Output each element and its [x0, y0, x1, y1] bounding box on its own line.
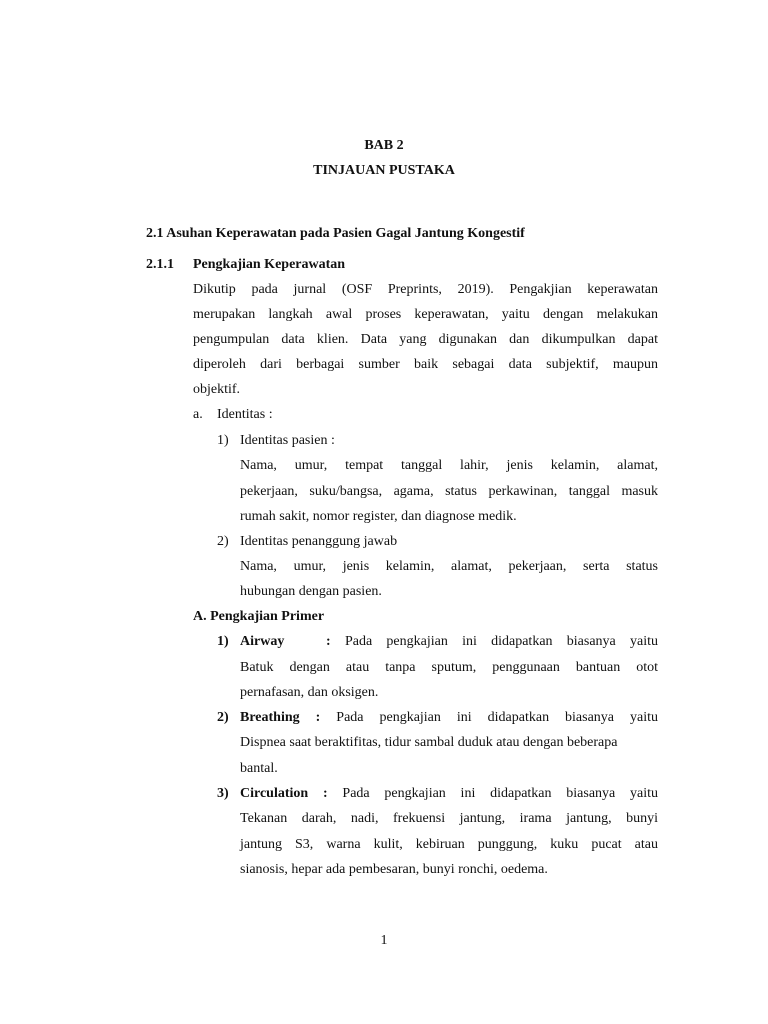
chapter-number: BAB 2: [364, 138, 404, 153]
intro-line-3: pengumpulan data klien. Data yang digunakan dan dikumpulkan dapat: [193, 332, 658, 347]
primer-item-3-line-3: sianosis, hepar ada pembesaran, bunyi ronchi, oedema.: [240, 862, 548, 877]
identitas-item-2-marker: 2): [217, 534, 229, 549]
subsection-number: 2.1.1: [146, 257, 174, 272]
identitas-item-1-title: Identitas pasien :: [240, 433, 335, 448]
identitas-marker: a.: [193, 407, 203, 422]
primer-item-2-marker: 2): [217, 710, 229, 725]
primer-item-3-marker: 3): [217, 786, 229, 801]
identitas-item-1-line-3: rumah sakit, nomor register, dan diagnose medik.: [240, 509, 517, 524]
breathing-text: Pada pengkajian ini didapatkan biasanya yaitu: [336, 710, 658, 725]
airway-label: Airway: [240, 634, 285, 649]
chapter-title: TINJAUAN PUSTAKA: [313, 163, 455, 178]
identitas-item-2-line-2: hubungan dengan pasien.: [240, 584, 382, 599]
primer-item-1-marker: 1): [217, 634, 229, 649]
primer-item-1-line-2: pernafasan, dan oksigen.: [240, 685, 379, 700]
intro-line-4: diperoleh dari berbagai sumber baik sebagai data subjektif, maupun: [193, 357, 658, 372]
intro-line-1: Dikutip pada jurnal (OSF Preprints, 2019). Pengakjian keperawatan: [193, 282, 658, 297]
airway-text: Pada pengkajian ini didapatkan biasanya yaitu: [344, 634, 659, 649]
primer-item-3-line-1: Tekanan darah, nadi, frekuensi jantung, irama jantung, bunyi: [240, 811, 658, 826]
subsection-title: Pengkajian Keperawatan: [193, 257, 346, 272]
page-number: 1: [380, 933, 388, 948]
identitas-item-1-line-2: pekerjaan, suku/bangsa, agama, status perkawinan, tanggal masuk: [240, 484, 658, 499]
primer-heading: A. Pengkajian Primer: [193, 609, 325, 624]
circulation-label: Circulation: [240, 786, 309, 801]
identitas-item-1-line-1: Nama, umur, tempat tanggal lahir, jenis kelamin, alamat,: [240, 458, 658, 473]
circulation-colon: :: [322, 786, 328, 801]
airway-colon: :: [326, 634, 331, 649]
intro-line-5: objektif.: [193, 382, 241, 397]
section-heading: 2.1 Asuhan Keperawatan pada Pasien Gagal Jantung Kongestif: [146, 226, 525, 241]
breathing-label: Breathing: [240, 710, 300, 725]
primer-item-2-first-line: [240, 709, 658, 727]
identitas-item-2-title: Identitas penanggung jawab: [240, 534, 398, 549]
identitas-item-2-line-1: Nama, umur, jenis kelamin, alamat, pekerjaan, serta status: [240, 559, 658, 574]
identitas-label: Identitas :: [217, 407, 273, 422]
identitas-item-1-marker: 1): [217, 433, 229, 448]
primer-item-3-line-2: jantung S3, warna kulit, kebiruan punggung, kuku pucat atau: [240, 837, 658, 852]
primer-item-1-line-1: Batuk dengan atau tanpa sputum, penggunaan bantuan otot: [240, 660, 658, 675]
primer-item-3-first-line: [240, 785, 658, 803]
primer-item-1-first-line: [240, 633, 658, 651]
breathing-colon: :: [315, 710, 321, 725]
circulation-text: Pada pengkajian ini didapatkan biasanya yaitu: [342, 786, 659, 801]
intro-line-2: merupakan langkah awal proses keperawatan, yaitu dengan melakukan: [193, 307, 658, 322]
primer-item-2-line-2: bantal.: [240, 761, 278, 776]
primer-item-2-line-1: Dispnea saat beraktifitas, tidur sambal duduk atau dengan beberapa: [240, 735, 618, 750]
